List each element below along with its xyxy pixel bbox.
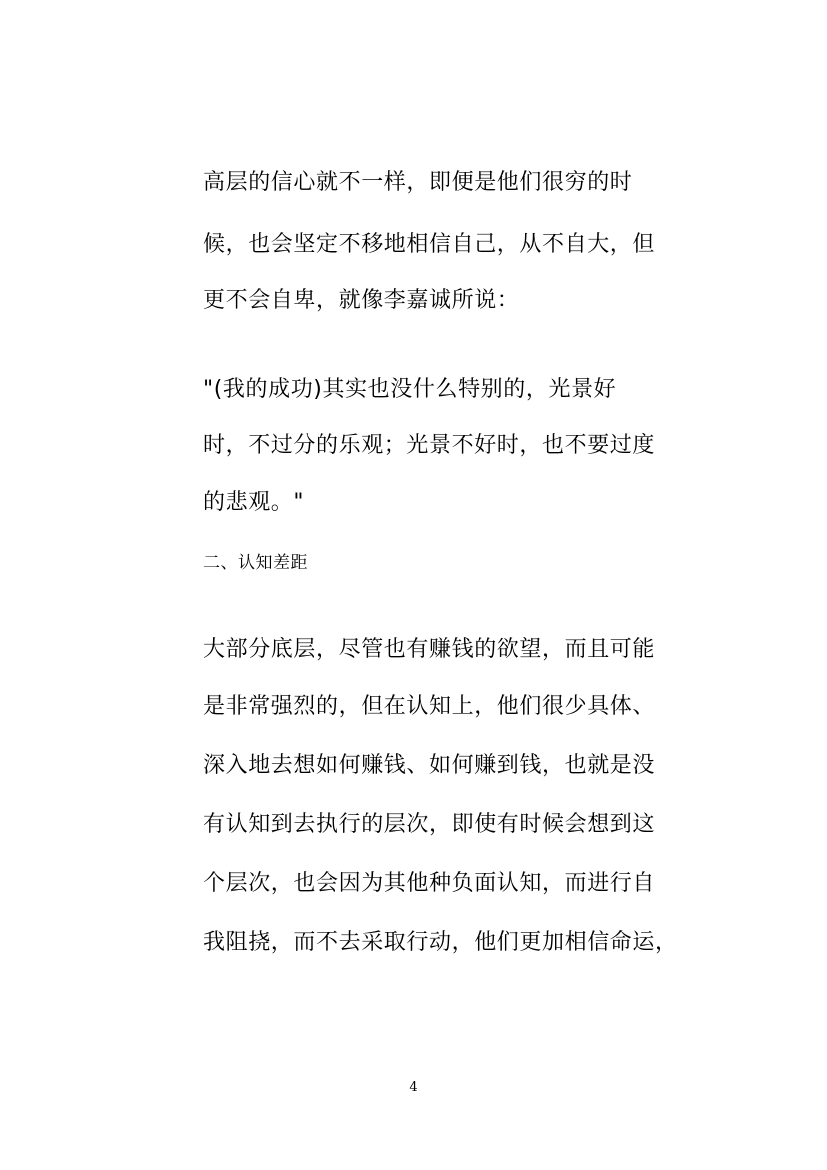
paragraph-2-line-3: 深入地去想如何赚钱、如何赚到钱，也就是没 [203, 753, 656, 778]
quote-line-3: 的悲观。" [203, 490, 305, 515]
paragraph-2-line-2: 是非常强烈的，但在认知上，他们很少具体、 [203, 694, 656, 719]
paragraph-2-line-6: 我阻挠，而不去采取行动，他们更加相信命运， [203, 930, 678, 955]
page-number: 4 [409, 1080, 418, 1095]
paragraph-1-line-3: 更不会自卑，就像李嘉诚所说： [203, 288, 520, 313]
paragraph-1-line-1: 高层的信心就不一样，即便是他们很穷的时 [203, 170, 633, 195]
paragraph-2-line-5: 个层次，也会因为其他种负面认知，而进行自 [203, 871, 656, 896]
quote-line-2: 时，不过分的乐观；光景不好时，也不要过度 [203, 433, 656, 458]
paragraph-2-line-4: 有认知到去执行的层次，即使有时候会想到这 [203, 812, 656, 837]
paragraph-1-line-2: 候，也会坚定不移地相信自己，从不自大，但 [203, 232, 656, 257]
quote-line-1: "(我的成功)其实也没什么特别的，光景好 [203, 377, 617, 402]
section-heading: 二、认知差距 [203, 553, 308, 573]
paragraph-2-line-1: 大部分底层，尽管也有赚钱的欲望，而且可能 [203, 637, 656, 662]
